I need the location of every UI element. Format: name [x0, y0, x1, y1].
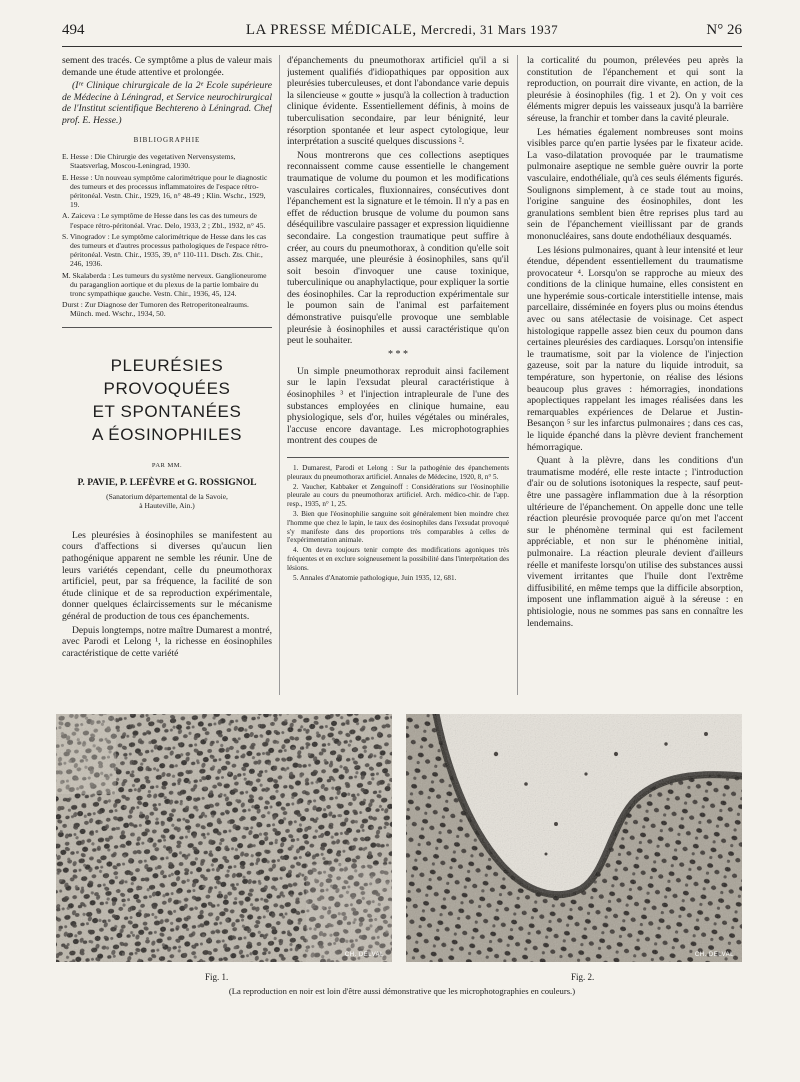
paragraph: Nous montrerons que ces collections aseptiques reconnaissent comme cause essentielle le changement traumatique de volume du poumon et les modifications vasculaires corticales, fluxionnaires, consécutives dont l'épanchement est la signature et le témoin. Il n'y a pas en effet de réduction brusque de volume du poumon sans déséquilibre vasculaire passager et expression liquidienne secondaire. La congestion traumatique peut suffire à créer, au cours du pneumothorax, à condition qu'elle soit assez marquée, une pleurésie à éosinophiles, sans qu'il soit besoin d'invoquer une cause toxinique, tuberculinique ou anaphylactique, pour expliquer la sortie des éosinophiles. Car la reproduction expérimentale sur le poumon sain de l'animal est parfaitement démonstrative puisqu'elle provoque une semblable pleurésie à éosinophiles et aussi caractéristique qu'on peut le souhaiter.: [287, 149, 509, 347]
figure-1-caption: Fig. 1.: [205, 972, 229, 982]
column-left: [62, 55, 272, 705]
footnote: 5. Annales d'Anatomie pathologique, Juin 1935, 12, 681.: [293, 573, 457, 582]
figure-note: (La reproduction en noir est loin d'être aussi démonstrative que les microphotographies en couleurs.): [228, 986, 576, 996]
column-divider: [517, 55, 518, 695]
paragraph: Depuis longtemps, notre maître Dumarest a montré, avec Parodi et Lelong ¹, la richesse en éosinophiles caractéristique de cette variété: [62, 624, 272, 659]
title-line: A ÉOSINOPHILES: [91, 424, 243, 444]
column-right: [527, 55, 743, 705]
photographer-signature: CH. DELVAL: [344, 952, 384, 958]
article-title: [62, 354, 272, 446]
paragraph: sement des tracés. Ce symptôme a plus de valeur mais demande une étude attentive et prolongée.: [62, 55, 272, 78]
footnote: 2. Vaucher, Kabbaker et Zenguinoff : Considérations sur l'éosinophilie pleurale au cours du pneumothorax artificiel. Arch. médico-chir. de l'app. resp., 1935, n° 1, 25.: [287, 482, 509, 509]
header-rule: [62, 46, 742, 47]
bibliography-entry: E. Hesse : Un nouveau symptôme calorimétrique pour le diagnostic des tumeurs et des processus inflammatoires de l'espace rétro-péritonéal. Vestn. Chir., 1929, 16, n° 48-49 ; Klin. Wschr., 1929, 19.: [62, 172, 268, 210]
author-affiliation: [62, 492, 272, 510]
title-line: PLEURÉSIES PROVOQUÉES: [103, 355, 231, 398]
footnote: 4. On devra toujours tenir compte des modifications agoniques très fréquentes et en exclure soigneusement la possibilité dans l'interprétation des lésions.: [287, 546, 509, 572]
column-divider: [279, 55, 280, 695]
footnote: 3. Bien que l'éosinophilie sanguine soit généralement bien moindre chez l'homme que chez le lapin, le taux des éosinophiles dans l'exsudat provoqué s'y manifeste dans des proportions très comparables à celles de l'expérimentation animale.: [287, 509, 509, 545]
title-line: ET SPONTANÉES: [92, 401, 242, 421]
page-number: 494: [62, 22, 85, 38]
paragraph: Un simple pneumothorax reproduit ainsi facilement sur le lapin l'exsudat pleural caractéristique à éosinophiles ³ et l'injection intrapleurale de l'une des substances employées en clinique humaine, eau physiologique, sels d'or, huiles végétales ou minérales, l'accuse encore davantage. Les microphotographies montrent des coupes de: [287, 365, 509, 447]
affiliation-note: (Iʳᵉ Clinique chirurgicale de la 2ᵉ Ecole supérieure de Médecine à Léningrad, et Service neurochirurgical de l'Institut scientifique Bechtereno à Léningrad. Chef prof. E. Hesse.): [62, 80, 272, 126]
micrograph-figure-1: [56, 714, 392, 962]
photographer-signature: CH. DELVAL: [694, 952, 734, 958]
micrograph-figure-2: [406, 714, 742, 962]
bibliography-entry: A. Zaiceva : Le symptôme de Hesse dans les cas des tumeurs de l'espace rétro-péritonéal. Vrac. Delo, 1933, 2 ; Zbl., 1932, n° 45.: [62, 211, 266, 230]
footnote-rule: [287, 457, 509, 458]
paragraph: Quant à la plèvre, dans les conditions d'un traumatisme modéré, elle reste intacte ; l'introduction d'air ou de solutions isotoniques la respecte, sauf peut-être une passagère inflammation due à la résorption ultérieure de l'épanchement. On appelle donc une telle réaction pleurésie provoquée parce qu'on met l'accent sur le phénomène terminal qui est facilement appréciable, et non sur le phénomène initial, pulmonaire. La réaction pleurale devient d'ailleurs réelle et manifeste lorsqu'on utilise des substances aussi vivement irritantes que l'huile dont l'extrême diffusibilité, en même temps que la difficile absorption, imposent une inflammation aiguë à la séreuse : en phtisiologie, nous ne sommes pas sans en connaître les lendemains.: [527, 455, 743, 629]
paragraph: Les pleurésies à éosinophiles se manifestent au cours d'affections si diverses qu'aucun lien pathogénique apparent ne semble les réunir. Une de leurs variétés cependant, celle du pneumothorax artificiel, peut, par sa fréquence, la facilité de son étude clinique et de sa reproduction expérimentale, donner quelques éclaircissements sur le mécanisme général de production de tous ces épanchements.: [62, 529, 272, 622]
paragraph: Les hématies également nombreuses sont moins visibles parce qu'en partie lysées par le fixateur acide. La vaso-dilatation provoquée par le traumatisme pulmonaire aseptique ne semble guère ouvrir la porte vasculaire, endothéliale, qu'à ces seuls éléments figurés. Soulignons simplement, à ce stade tout au moins, l'origine sanguine des éosinophiles, dont les granulations semblent bien être reprises plus tard au sein de l'épanchement vieillissant par de grands mononucléaires, sans doute endothéliaux desquamés.: [527, 126, 743, 242]
footnotes: [287, 464, 509, 582]
issue-date: Mercredi, 31 Mars 1937: [420, 22, 559, 37]
section-divider: [62, 327, 272, 328]
bibliography-heading: BIBLIOGRAPHIE: [133, 135, 201, 144]
paragraph: la corticalité du poumon, prélevées peu après la constitution de l'épanchement et qui sont la reproduction, on pourrait dire vivante, en action, de la pleurésie à éosinophiles (fig. 1 et 2). On y voit ces éléments migrer depuis les vaisseaux jusqu'à la barrière séreuse, la franchir et tomber dans la cavité pleurale.: [527, 55, 743, 124]
journal-title: [62, 22, 742, 39]
byline-prefix: PAR MM.: [151, 461, 183, 469]
affiliation-line: à Hauteville, Ain.): [139, 500, 195, 510]
figure-2-caption: Fig. 2.: [571, 972, 595, 982]
bibliography-list: [62, 152, 272, 318]
bibliography-entry: S. Vinogradov : Le symptôme calorimétrique de Hesse dans les cas des tumeurs et d'autres processus pathologiques de l'espace rétro-péritonéal. Vestn. Chir., 1935, 39, n° 110-111. Dtsch. Zts. Chir., 246, 1936.: [62, 231, 269, 269]
bibliography-entry: Durst : Zur Diagnose der Tumoren des Retroperitonealraums. Münch. med. Wschr., 1934, 50.: [62, 300, 249, 319]
bibliography-entry: M. Skalaberda : Les tumeurs du système nerveux. Ganglioneurome du paraganglion aortique et du plexus de la partie lombaire du tronc sympathique gauche. Vestn. Chir., 1936, 45, 124.: [62, 270, 267, 298]
micrograph-2-image: [406, 714, 742, 962]
issue-number: N° 26: [706, 22, 742, 38]
bibliography-entry: E. Hesse : Die Chirurgie des vegetativen Nervensystems, Staatsverlag, Moscou-Leningrad, 1930.: [62, 152, 236, 171]
micrograph-1-image: [56, 714, 392, 962]
paragraph: Les lésions pulmonaires, quant à leur intensité et leur étendue, dépendent essentiellement du traumatisme provocateur ⁴. Lorsqu'on se rapproche au mieux des conditions de la clinique humaine, elles consistent en une hyperémie sous-corticale interstitielle intense, mais parcellaire, disséminée en foyers plus ou moins étendus avec ou sans atélectasie de voisinage. Cet aspect histologique rappelle assez bien ceux du poumon dans certaines pleurésies des cardiaques. Lorsqu'on intensifie le traumatisme, soit par la violence de l'injection gazeuse, soit par la nature du liquide introduit, sa température, son hypertonie, on réalise des lésions beaucoup plus graves : hémorragies, inondations apoplectiques rappelant les images réalisées dans les remarquables expériences de Delarue et Justin-Besançon ⁵ sur les infarctus pulmonaires ; dans ces cas, le liquide épanché dans la plèvre devient franchement hémorragique.: [527, 244, 743, 453]
journal-name: LA PRESSE MÉDICALE,: [245, 22, 417, 38]
column-middle: [287, 55, 509, 705]
paragraph: d'épanchements du pneumothorax artificiel qu'il a si justement qualifiés d'idiopathiques par opposition aux pleurésies tuberculeuses, et dont l'abondance varie depuis la silencieuse « goutte » jusqu'à la collection à traduction clinique évidente. Essentiellement définis, à moins de tuberculisation secondaire, par leur bénignité, leur résorption spontanée et leur aspect cytologique, leur interprétation a suscité quelques discussions ².: [287, 55, 509, 148]
footnote: 1. Dumarest, Parodi et Lelong : Sur la pathogénie des épanchements pleuraux du pneumothorax artificiel. Annales de Médecine, 1920, 8, n° 5.: [287, 464, 509, 481]
section-break-stars: * * *: [388, 348, 408, 360]
running-header: [62, 22, 742, 44]
authors: P. PAVIE, P. LEFÈVRE et G. ROSSIGNOL: [77, 477, 257, 489]
affiliation-line: (Sanatorium départemental de la Savoie,: [106, 491, 228, 501]
